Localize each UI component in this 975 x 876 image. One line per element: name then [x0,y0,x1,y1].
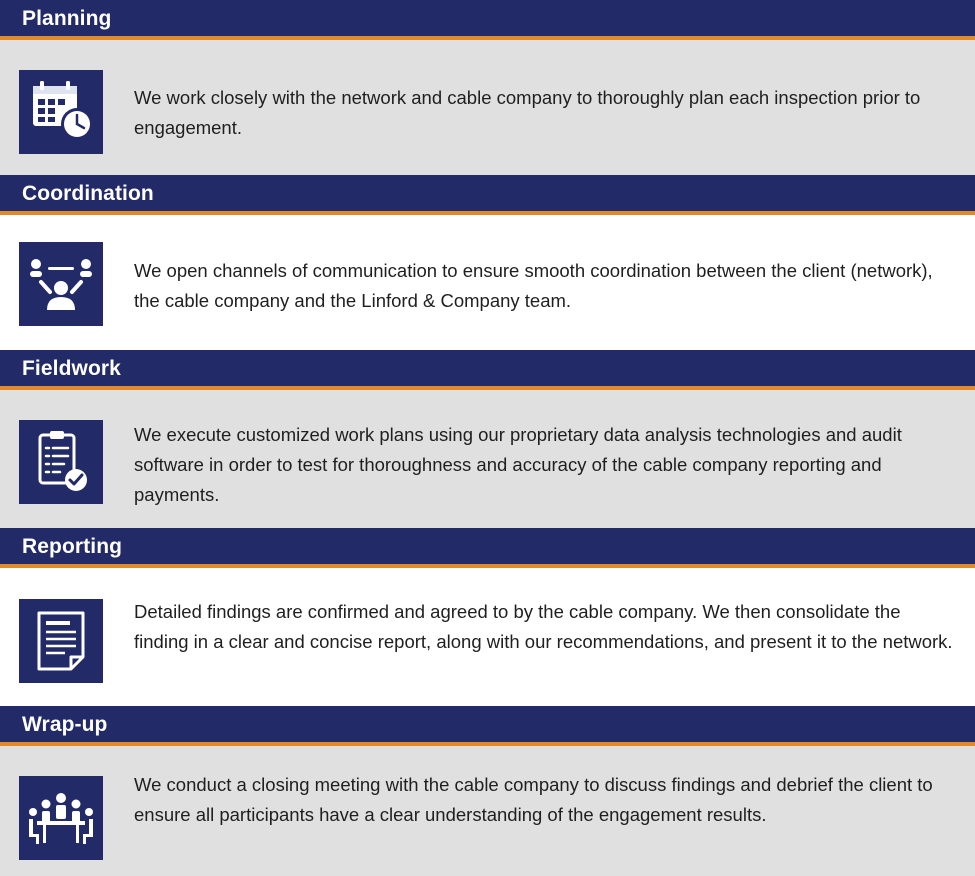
section-header [0,350,975,390]
section-description: We open channels of communication to ensure smooth coordination between the client (network), the cable company and the Linford & Company team. [134,260,933,311]
section-description: Detailed findings are confirmed and agreed to by the cable company. We then consolidate the finding in a clear and concise report, along with our recommendations, and present it to the network. [134,601,953,652]
section-description: We execute customized work plans using our proprietary data analysis technologies and audit software in order to test for thoroughness and accuracy of the cable company reporting and payments. [134,424,902,505]
closing-meeting-icon [19,776,103,860]
section-title: Coordination [22,182,154,205]
section-body [0,746,975,876]
section-title: Fieldwork [22,357,121,380]
section-title: Wrap-up [22,713,108,736]
section-header [0,706,975,746]
section-description: We work closely with the network and cable company to thoroughly plan each inspection prior to engagement. [134,87,921,138]
section-body [0,390,975,528]
team-meeting-icon [19,242,103,326]
report-document-icon [19,599,103,683]
section-title: Planning [22,7,112,30]
section-header [0,528,975,568]
section-description: We conduct a closing meeting with the cable company to discuss findings and debrief the client to ensure all participants have a clear understanding of the engagement results. [134,774,933,825]
section-title: Reporting [22,535,123,558]
section-body [0,215,975,350]
calendar-clock-icon [19,70,103,154]
checklist-clipboard-icon [19,420,103,504]
section-body [0,40,975,175]
section-header [0,175,975,215]
section-header [0,0,975,40]
section-body [0,568,975,706]
